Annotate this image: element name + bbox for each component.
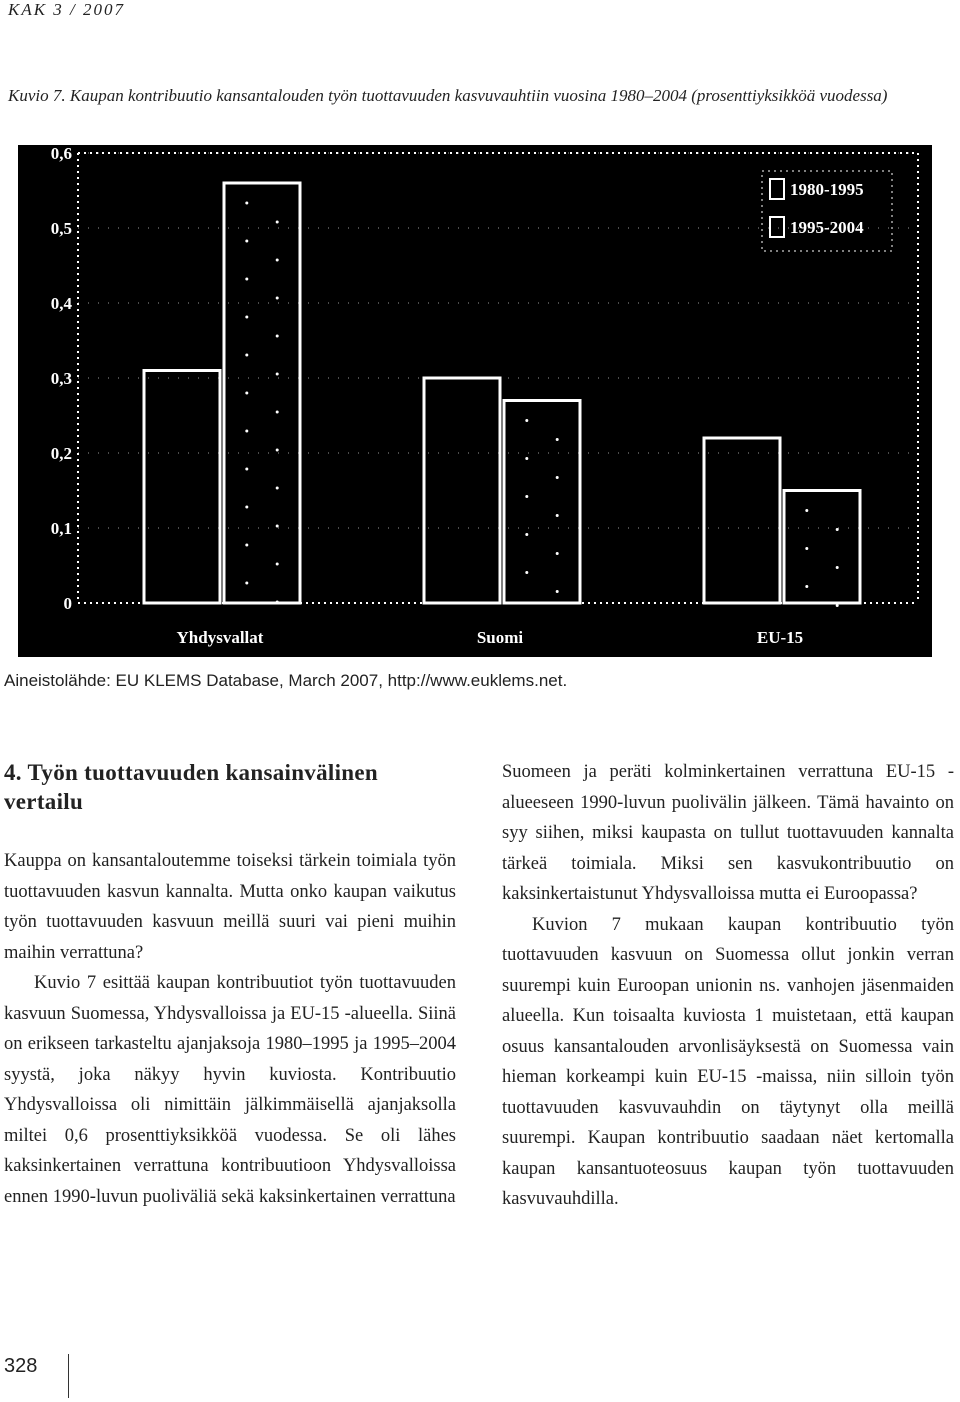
bar-pattern-dot bbox=[245, 506, 248, 509]
legend-label: 1980-1995 bbox=[790, 180, 864, 199]
bar-pattern-dot bbox=[556, 514, 559, 517]
y-tick-label: 0,6 bbox=[50, 145, 72, 163]
bar-pattern-dot bbox=[276, 373, 279, 376]
bar-series1 bbox=[704, 438, 780, 603]
x-tick-label: Yhdysvallat bbox=[176, 628, 264, 647]
bar-series2 bbox=[504, 401, 580, 604]
bar-pattern-dot bbox=[525, 571, 528, 574]
paragraph: Kauppa on kansantaloutemme toiseksi tärkein toimiala työn tuottavuuden kasvun kannalta. Mutta onko kaupan vaikutus työn tuottavuuden kasvuun meillä suuri vai pieni muihin maihin verrattuna? bbox=[4, 851, 456, 963]
figure-caption: Kuvio 7. Kaupan kontribuutio kansantalouden työn tuottavuuden kasvuvauhtiin vuosina 1980–2004 (prosenttiyksikköä vuodessa) bbox=[8, 86, 888, 105]
y-tick-label: 0,4 bbox=[50, 294, 72, 313]
bar-pattern-dot bbox=[245, 430, 248, 433]
y-tick-label: 0,5 bbox=[50, 219, 72, 238]
bar-pattern-dot bbox=[276, 525, 279, 528]
bar-pattern-dot bbox=[805, 509, 808, 512]
bar-pattern-dot bbox=[245, 354, 248, 357]
section-heading bbox=[4, 758, 454, 816]
bar-pattern-dot bbox=[805, 585, 808, 588]
figure-source: Aineistolähde: EU KLEMS Database, March 2007, http://www.euklems.net. bbox=[4, 671, 568, 690]
paragraph: Kuvion 7 mukaan kaupan kontribuutio työn tuottavuuden kasvuun on Suomessa ollut jonkin verran suurempi kuin Euroopan unionin ns. vanhojen jäsenmaiden alueella. Kun toisaalta kuviosta 1 muistetaan, että kaupan osuus kansantalouden arvonlisäyksestä on Suomessa vain hieman korkeampi kuin EU-15 -maissa, niin silloin työn tuottavuuden kasvuvauhdin on täytynyt olla meillä suurempi. Kaupan kontribuutio saadaan näet kertomalla kaupan kansantuoteosuus kaupan työn tuottavuuden kasvuvauhdilla. bbox=[502, 914, 954, 1209]
running-header: KAK 3 / 2007 bbox=[8, 0, 126, 19]
x-tick-label: Suomi bbox=[476, 628, 524, 647]
bar-pattern-dot bbox=[836, 604, 839, 607]
bar-series1 bbox=[144, 371, 220, 604]
bar-pattern-dot bbox=[276, 259, 279, 262]
bar-pattern-dot bbox=[276, 221, 279, 224]
section-title: Työn tuottavuuden kansainvälinen vertailu bbox=[4, 760, 378, 814]
bar-pattern-dot bbox=[276, 601, 279, 604]
bar-pattern-dot bbox=[525, 495, 528, 498]
bar-pattern-dot bbox=[276, 411, 279, 414]
bar-pattern-dot bbox=[276, 335, 279, 338]
bar-pattern-dot bbox=[276, 487, 279, 490]
bar-pattern-dot bbox=[245, 278, 248, 281]
x-tick-label: EU-15 bbox=[756, 628, 804, 647]
bar-pattern-dot bbox=[245, 582, 248, 585]
bar-pattern-dot bbox=[525, 533, 528, 536]
page-rule bbox=[68, 1354, 69, 1398]
page-number: 328 bbox=[4, 1355, 38, 1377]
paragraph: Suomeen ja peräti kolminkertainen verrattuna EU-15 -alueeseen 1990-luvun puolivälin jälkeen. Tämä havainto on syy siihen, miksi kaupasta on tullut tuottavuuden kannalta tärkeä toimiala. Miksi sen kasvukontribuutio on kaksinkertaistunut Yhdysvalloissa mutta ei Euroopassa? bbox=[502, 762, 954, 904]
bar-pattern-dot bbox=[556, 552, 559, 555]
bar-pattern-dot bbox=[556, 590, 559, 593]
bar-pattern-dot bbox=[556, 438, 559, 441]
bar-pattern-dot bbox=[276, 297, 279, 300]
bar-pattern-dot bbox=[245, 316, 248, 319]
legend-swatch bbox=[770, 217, 784, 237]
bar-pattern-dot bbox=[556, 476, 559, 479]
section-number: 4. bbox=[4, 760, 22, 785]
bar-pattern-dot bbox=[836, 566, 839, 569]
bar-pattern-dot bbox=[525, 457, 528, 460]
bar-series2 bbox=[224, 183, 300, 603]
bar-pattern-dot bbox=[245, 468, 248, 471]
bar-pattern-dot bbox=[245, 202, 248, 205]
left-column bbox=[4, 846, 456, 1212]
bar-pattern-dot bbox=[836, 528, 839, 531]
bar-pattern-dot bbox=[245, 240, 248, 243]
legend-swatch bbox=[770, 179, 784, 199]
y-tick-label: 0 bbox=[63, 594, 72, 613]
y-tick-label: 0,1 bbox=[50, 519, 72, 538]
bar-pattern-dot bbox=[245, 544, 248, 547]
legend-label: 1995-2004 bbox=[790, 218, 864, 237]
bar-chart bbox=[18, 145, 932, 657]
bar-pattern-dot bbox=[805, 547, 808, 550]
paragraph: Kuvio 7 esittää kaupan kontribuutiot työn tuottavuuden kasvuun Suomessa, Yhdysvalloissa ja EU-15 -alueella. Siinä on erikseen tarkasteltu ajanjaksoja 1980–1995 ja 1995–2004 syystä, joka näkyy hyvin kuviosta. Kontribuutio Yhdysvalloissa oli nimittäin jälkimmäisellä ajanjaksolla miltei 0,6 prosenttiyksikköä vuodessa. Se oli lähes kaksinkertainen verrattuna kontribuutioon Yhdysvalloissa ennen 1990-luvun puoliväliä sekä kaksinkertainen verrattuna bbox=[4, 973, 456, 1207]
bar-pattern-dot bbox=[276, 449, 279, 452]
y-tick-label: 0,2 bbox=[50, 444, 72, 463]
bar-pattern-dot bbox=[276, 563, 279, 566]
bar-pattern-dot bbox=[525, 419, 528, 422]
bar-series2 bbox=[784, 491, 860, 604]
bar-series1 bbox=[424, 378, 500, 603]
y-tick-label: 0,3 bbox=[50, 369, 72, 388]
right-column bbox=[502, 757, 954, 1215]
chart-canvas bbox=[18, 145, 932, 657]
bar-pattern-dot bbox=[245, 392, 248, 395]
